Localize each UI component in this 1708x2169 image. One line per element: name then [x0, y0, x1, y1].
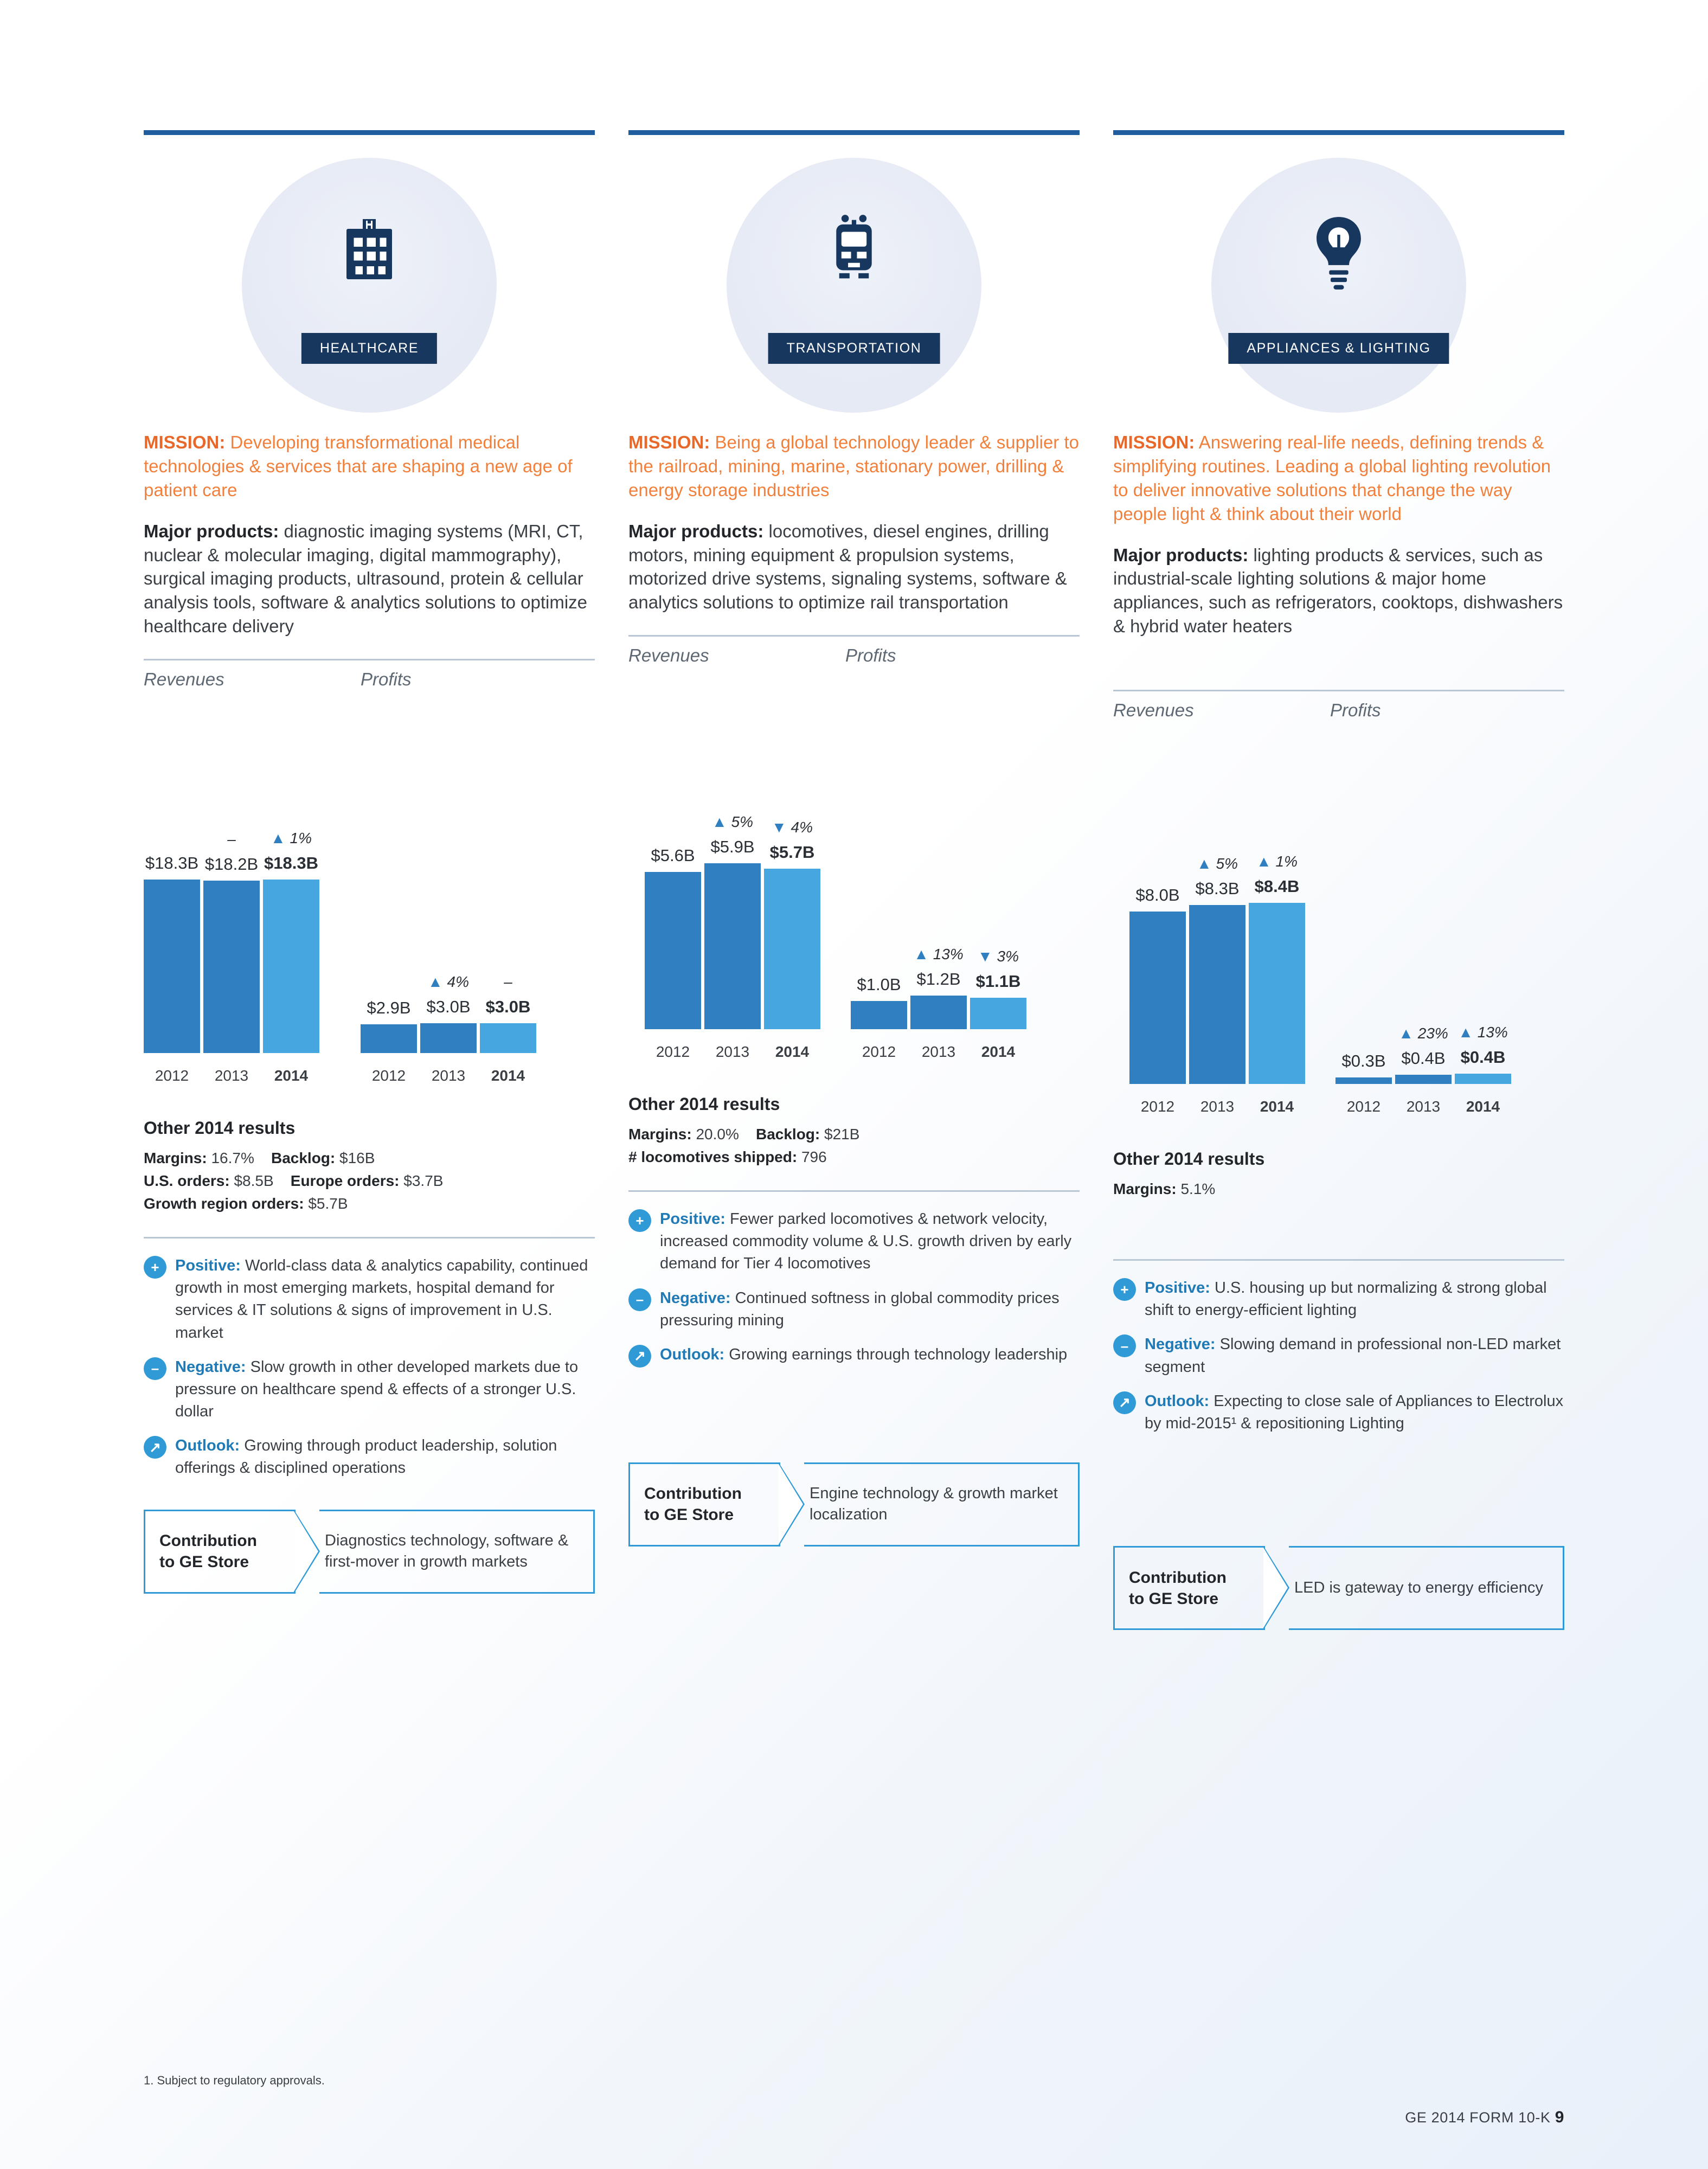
bullet-text — [1145, 1277, 1564, 1321]
hospital-icon — [320, 206, 418, 300]
bar-delta-label: ▲ 5% — [712, 813, 753, 831]
bar-revenue-2013 — [1189, 855, 1245, 1084]
bullet-body: Slow growth in other developed markets due to pressure on healthcare spend & effects of a stronger U.S. dollar — [175, 1358, 579, 1421]
revenues-year-axis — [1129, 1098, 1305, 1115]
other-results-line: Margins: 20.0% Backlog: $21B — [628, 1126, 860, 1143]
profits-bars — [1335, 1024, 1511, 1084]
bullet-outlook — [628, 1344, 1080, 1368]
profits-header: Profits — [361, 669, 412, 689]
mission-label: MISSION: — [628, 432, 710, 452]
profits-bars — [361, 973, 536, 1053]
major-products-text: lighting products & services, such as industrial-scale lighting solutions & major home appliances, such as refrigerators, cooktops, dishwashers & hybrid water heaters — [1113, 544, 1563, 637]
bar-delta-label: ▼ 4% — [772, 819, 813, 836]
segment-emblem — [628, 135, 1080, 431]
major-products-text: locomotives, diesel engines, drilling motors, mining equipment & propulsion systems, motorized drive systems, signaling systems, software & analytics solutions to optimize rail transportation — [628, 521, 1067, 613]
bar-revenue-2014 — [764, 819, 820, 1029]
year-label: 2012 — [371, 1067, 406, 1084]
lightbulb-icon — [1290, 206, 1388, 300]
bullets-divider — [628, 1190, 1080, 1192]
bar-value-label: $8.3B — [1195, 879, 1240, 898]
bullet-text — [175, 1356, 595, 1423]
segment-columns — [144, 0, 1564, 1630]
trend-arrow-icon: ↗ — [1113, 1391, 1136, 1414]
bullet-label: Negative: — [660, 1289, 731, 1307]
contribution-label — [144, 1510, 296, 1594]
bullet-body: Expecting to close sale of Appliances to Electrolux by mid-2015¹ & repositioning Lighting — [1145, 1392, 1564, 1432]
minus-icon: – — [628, 1288, 651, 1311]
bar-delta-label: ▲ 13% — [914, 946, 964, 963]
segment-column-appliances-lighting — [1113, 130, 1564, 1630]
year-label: 2012 — [155, 1067, 189, 1084]
segment-column-transportation — [628, 130, 1080, 1630]
bar-value-label: $3.0B — [485, 997, 531, 1016]
bar-profit-2012 — [851, 975, 907, 1029]
other-results-block — [144, 1118, 595, 1215]
train-icon — [805, 206, 903, 300]
bar-value-label: $1.2B — [916, 970, 961, 989]
segment-bar-chart — [1113, 721, 1564, 1149]
contribution-banner — [628, 1462, 1080, 1546]
chart-headers — [144, 669, 595, 690]
bar-profit-2012 — [1335, 1051, 1392, 1084]
year-label: 2012 — [1346, 1098, 1381, 1115]
revenues-bars — [144, 830, 319, 1053]
bar-value-label: $5.9B — [710, 837, 755, 857]
profits-header: Profits — [845, 645, 896, 666]
bar-revenue-2012 — [645, 846, 701, 1029]
bullet-text — [175, 1435, 595, 1479]
major-products — [144, 519, 595, 638]
chart-divider — [628, 635, 1080, 637]
mission-text: Being a global technology leader & supplier to the railroad, mining, marine, stationary power, drilling & energy storage industries — [628, 432, 1079, 500]
column-top-rule — [144, 130, 595, 135]
bar-revenue-2013 — [704, 813, 761, 1029]
profits-year-axis — [1335, 1098, 1511, 1115]
bullet-label: Negative: — [175, 1358, 246, 1376]
bar-value-label: $2.9B — [367, 998, 411, 1017]
bullets-divider — [144, 1237, 595, 1238]
contribution-banner — [1113, 1546, 1564, 1630]
bullet-text — [175, 1255, 595, 1344]
other-results-title: Other 2014 results — [1113, 1149, 1265, 1169]
mission-text: Answering real-life needs, defining trends & simplifying routines. Leading a global lighting revolution to deliver innovative solutions that change the way people light & think about their world — [1113, 432, 1551, 524]
year-label: 2014 — [1466, 1098, 1500, 1115]
bar-revenue-2014 — [1249, 853, 1305, 1084]
contribution-label-line2: to GE Store — [1129, 1589, 1219, 1608]
bullet-negative — [1113, 1333, 1564, 1378]
segment-bar-chart — [628, 666, 1080, 1094]
revenues-bars — [645, 813, 820, 1029]
bullet-positive — [1113, 1277, 1564, 1321]
other-results-title: Other 2014 results — [144, 1118, 296, 1138]
year-label: 2012 — [1140, 1098, 1175, 1115]
bar-value-label: $0.4B — [1401, 1049, 1446, 1068]
year-label: 2014 — [1260, 1098, 1294, 1115]
minus-icon: – — [144, 1357, 166, 1380]
major-products — [628, 519, 1080, 615]
other-results-line: U.S. orders: $8.5B Europe orders: $3.7B — [144, 1172, 444, 1189]
revenues-year-axis — [144, 1067, 319, 1084]
contribution-text: Diagnostics technology, software & first-mover in growth markets — [319, 1510, 595, 1594]
bar-revenue-2012 — [1129, 885, 1186, 1084]
bar-delta-label: ▼ 3% — [978, 948, 1019, 965]
year-label: 2014 — [775, 1043, 810, 1061]
major-products-label: Major products: — [628, 521, 764, 541]
bullet-body: Fewer parked locomotives & network velocity, increased commodity volume & U.S. growth driven by early demand for Tier 4 locomotives — [660, 1210, 1072, 1273]
bullet-outlook — [1113, 1390, 1564, 1435]
contribution-banner — [144, 1510, 595, 1594]
bar-value-label: $0.3B — [1341, 1051, 1386, 1070]
bar-delta-label: ▲ 1% — [271, 830, 312, 846]
year-label: 2014 — [491, 1067, 525, 1084]
column-top-rule — [628, 130, 1080, 135]
bullet-body: World-class data & analytics capability, continued growth in most emerging markets, hospital demand for services & IT solutions & signs of improvement in U.S. market — [175, 1257, 588, 1342]
segment-bar-chart — [144, 690, 595, 1118]
bar-value-label: $18.3B — [145, 854, 199, 872]
contribution-chevron — [294, 1510, 320, 1594]
year-label: 2013 — [214, 1067, 249, 1084]
bar-delta-label: – — [227, 831, 236, 848]
mission-statement — [144, 431, 595, 502]
revenues-bars — [1129, 853, 1305, 1084]
bullet-positive — [628, 1208, 1080, 1275]
other-results-block — [628, 1094, 1080, 1169]
segment-badge: HEALTHCARE — [301, 333, 437, 364]
bar-delta-label: ▲ 13% — [1458, 1024, 1508, 1041]
year-label: 2013 — [921, 1043, 956, 1061]
profits-bars — [851, 946, 1026, 1029]
contribution-label-line2: to GE Store — [644, 1506, 734, 1524]
bullet-negative — [628, 1287, 1080, 1332]
year-label: 2014 — [274, 1067, 309, 1084]
page-footer — [1405, 2108, 1564, 2127]
bar-profit-2012 — [361, 998, 417, 1053]
bullet-outlook — [144, 1435, 595, 1479]
major-products-text: diagnostic imaging systems (MRI, CT, nuclear & molecular imaging, digital mammography), surgical imaging products, ultrasound, protein & cellular analysis tools, software & analytics solutions to optimize healthcare delivery — [144, 521, 588, 637]
contribution-label-line1: Contribution — [1129, 1568, 1227, 1587]
bullet-body: Growing earnings through technology leadership — [729, 1345, 1068, 1363]
bar-value-label: $1.0B — [857, 975, 901, 994]
bar-revenue-2012 — [144, 854, 200, 1053]
major-products — [1113, 543, 1564, 639]
mission-label: MISSION: — [144, 432, 226, 452]
other-results-line: # locomotives shipped: 796 — [628, 1148, 827, 1166]
segment-badge: APPLIANCES & LIGHTING — [1228, 333, 1449, 364]
trend-arrow-icon: ↗ — [144, 1436, 166, 1459]
plus-icon: + — [144, 1256, 166, 1279]
contribution-label-line1: Contribution — [644, 1485, 742, 1503]
bullet-negative — [144, 1356, 595, 1423]
profits-year-axis — [361, 1067, 536, 1084]
other-results-line: Growth region orders: $5.7B — [144, 1195, 348, 1212]
bar-value-label: $1.1B — [975, 972, 1021, 991]
chart-divider — [1113, 690, 1564, 691]
mission-text: Developing transformational medical technologies & services that are shaping a new age of patient care — [144, 432, 573, 500]
bar-delta-label: ▲ 4% — [428, 973, 469, 990]
major-products-label: Major products: — [1113, 544, 1249, 565]
bullets-divider — [1113, 1259, 1564, 1261]
bar-revenue-2014 — [263, 830, 319, 1053]
bullet-text — [1145, 1333, 1564, 1378]
bullet-text — [1145, 1390, 1564, 1435]
contribution-label — [628, 1462, 780, 1546]
bar-profit-2013 — [1395, 1025, 1452, 1084]
bar-profit-2014 — [970, 948, 1026, 1029]
segment-column-healthcare — [144, 130, 595, 1630]
year-label: 2013 — [715, 1043, 750, 1061]
chart-section — [628, 635, 1080, 1094]
chart-section — [144, 659, 595, 1118]
bar-value-label: $0.4B — [1460, 1048, 1506, 1067]
revenues-header: Revenues — [1113, 700, 1194, 720]
bullet-text — [660, 1287, 1080, 1332]
other-results-title: Other 2014 results — [628, 1094, 780, 1114]
year-label: 2013 — [1200, 1098, 1235, 1115]
contribution-label-line1: Contribution — [159, 1532, 257, 1550]
chart-headers — [1113, 700, 1564, 721]
trend-arrow-icon: ↗ — [628, 1345, 651, 1368]
mission-statement — [628, 431, 1080, 502]
bar-delta-label: ▲ 23% — [1398, 1025, 1448, 1042]
bullet-label: Negative: — [1145, 1336, 1216, 1353]
bar-profit-2013 — [910, 946, 967, 1029]
profits-header: Profits — [1330, 700, 1381, 720]
minus-icon: – — [1113, 1334, 1136, 1357]
bar-value-label: $18.3B — [264, 854, 318, 872]
bullet-label: Positive: — [175, 1257, 241, 1274]
bullet-label: Positive: — [1145, 1279, 1210, 1297]
revenues-header: Revenues — [628, 645, 709, 666]
bullet-label: Outlook: — [175, 1437, 240, 1455]
plus-icon: + — [1113, 1278, 1136, 1301]
segment-emblem — [1113, 135, 1564, 431]
contribution-text: Engine technology & growth market localization — [804, 1462, 1080, 1546]
mission-statement — [1113, 431, 1564, 526]
page-number: 9 — [1555, 2108, 1564, 2126]
contribution-label — [1113, 1546, 1265, 1630]
revenues-year-axis — [645, 1043, 820, 1061]
bullet-text — [660, 1344, 1067, 1368]
year-label: 2012 — [656, 1043, 690, 1061]
bar-profit-2014 — [480, 973, 536, 1053]
chart-headers — [628, 645, 1080, 666]
year-label: 2012 — [862, 1043, 896, 1061]
bar-delta-label: ▲ 5% — [1197, 855, 1238, 872]
plus-icon: + — [628, 1209, 651, 1232]
bar-value-label: $8.0B — [1135, 885, 1180, 904]
bullet-body: Continued softness in global commodity prices pressuring mining — [660, 1289, 1060, 1329]
column-top-rule — [1113, 130, 1564, 135]
revenues-header: Revenues — [144, 669, 224, 689]
bar-revenue-2013 — [203, 831, 260, 1053]
bar-value-label: $3.0B — [426, 997, 471, 1016]
mission-label: MISSION: — [1113, 432, 1195, 452]
contribution-label-line2: to GE Store — [159, 1553, 249, 1571]
bullet-text — [660, 1208, 1080, 1275]
year-label: 2014 — [981, 1043, 1016, 1061]
footnote: 1. Subject to regulatory approvals. — [144, 2074, 325, 2087]
bullet-body: Growing through product leadership, solution offerings & disciplined operations — [175, 1437, 557, 1477]
bullet-positive — [144, 1255, 595, 1344]
bar-value-label: $5.7B — [769, 843, 815, 862]
bar-profit-2013 — [420, 973, 477, 1053]
major-products-label: Major products: — [144, 521, 279, 541]
bullet-body: U.S. housing up but normalizing & strong global shift to energy-efficient lighting — [1145, 1279, 1547, 1319]
bar-delta-label: ▲ 1% — [1256, 853, 1298, 870]
chart-divider — [144, 659, 595, 660]
contribution-chevron — [1263, 1546, 1289, 1630]
bar-profit-2014 — [1455, 1024, 1511, 1084]
bullet-label: Positive: — [660, 1210, 725, 1228]
bullet-body: Slowing demand in professional non-LED market segment — [1145, 1336, 1561, 1376]
bullet-label: Outlook: — [1145, 1392, 1210, 1410]
page-footer-text: GE 2014 FORM 10-K — [1405, 2109, 1551, 2126]
bar-value-label: $5.6B — [651, 846, 695, 865]
bar-value-label: $8.4B — [1254, 877, 1300, 896]
other-results-block — [1113, 1149, 1564, 1201]
contribution-text: LED is gateway to energy efficiency — [1289, 1546, 1564, 1630]
segment-badge: TRANSPORTATION — [768, 333, 940, 364]
profits-year-axis — [851, 1043, 1026, 1061]
year-label: 2013 — [431, 1067, 466, 1084]
other-results-line: Margins: 5.1% — [1113, 1180, 1216, 1197]
other-results-line: Margins: 16.7% Backlog: $16B — [144, 1150, 375, 1166]
bullet-label: Outlook: — [660, 1345, 725, 1363]
chart-section — [1113, 690, 1564, 1149]
bar-delta-label: – — [504, 973, 512, 990]
year-label: 2013 — [1406, 1098, 1441, 1115]
bar-value-label: $18.2B — [204, 855, 259, 874]
contribution-chevron — [779, 1462, 805, 1546]
segment-emblem — [144, 135, 595, 431]
